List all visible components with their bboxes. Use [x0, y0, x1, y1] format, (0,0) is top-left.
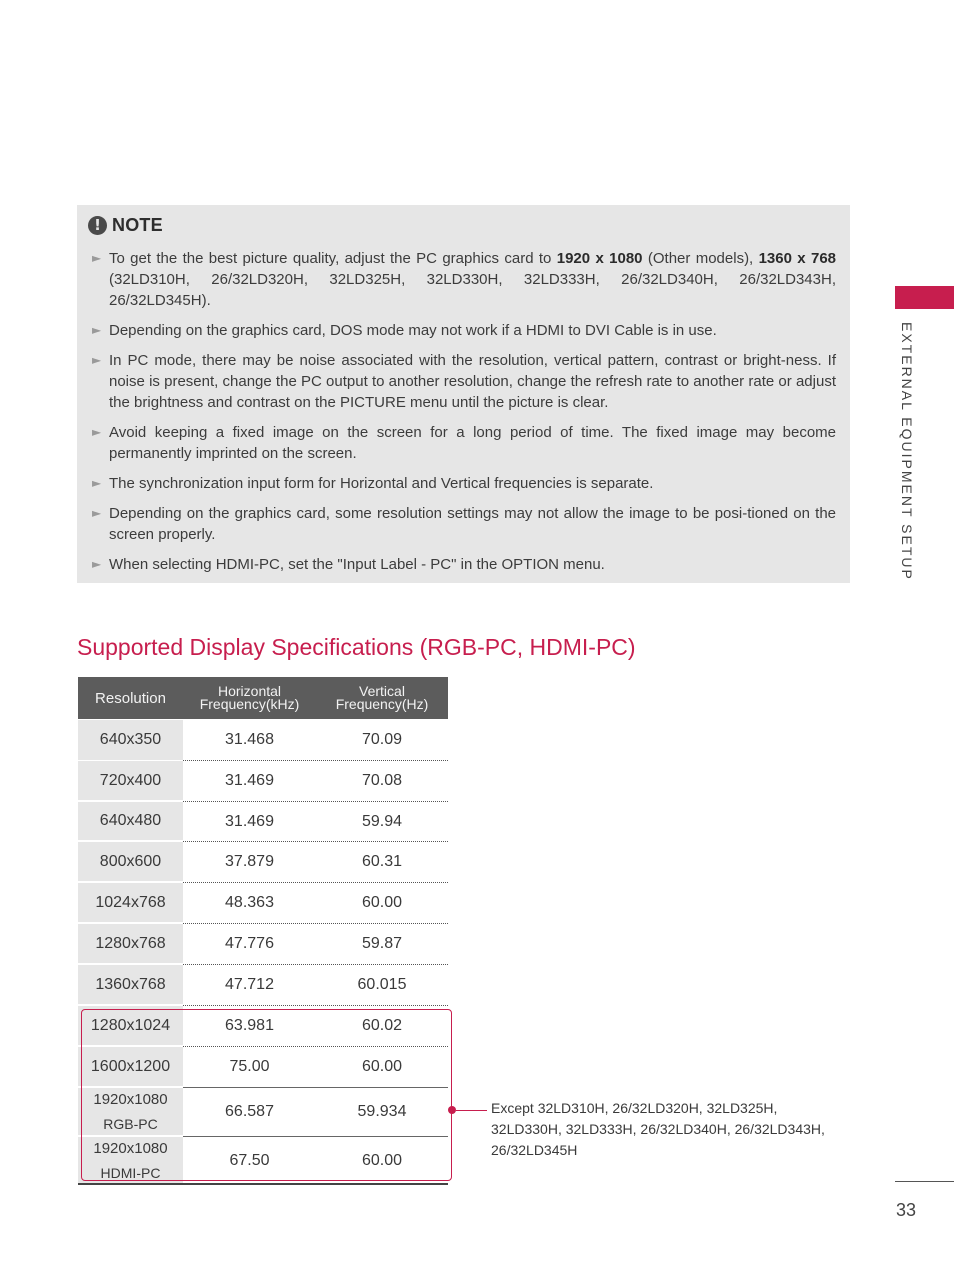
note-text: Depending on the graphics card, DOS mode may not work if a HDMI to DVI Cable is in use.	[109, 322, 717, 339]
triangle-bullet-icon: ►	[92, 251, 102, 265]
cell-horizontal: 47.712	[225, 976, 274, 993]
triangle-bullet-icon: ►	[92, 506, 102, 520]
highlight-bracket	[81, 1009, 452, 1181]
table-row	[78, 720, 448, 761]
note-text: (32LD310H, 26/32LD320H, 32LD325H, 32LD330H, 32LD333H, 26/32LD340H, 26/32LD343H, 26/32LD345H).	[109, 271, 836, 309]
note-text: To get the the best picture quality, adjust the PC graphics card to	[109, 250, 557, 267]
cell-vertical: 60.00	[361, 894, 403, 911]
cell-horizontal: 75.00	[229, 1058, 270, 1075]
triangle-bullet-icon: ►	[92, 323, 102, 337]
side-tab-label: EXTERNAL EQUIPMENT SETUP	[899, 322, 915, 581]
note-bold-resolution: 1360 x 768	[758, 250, 837, 267]
triangle-bullet-icon: ►	[92, 353, 102, 367]
note-item	[92, 422, 836, 464]
cell-resolution: 640x480	[78, 802, 183, 840]
cell-vertical: 60.02	[361, 1017, 403, 1034]
cell-horizontal: 66.587	[225, 1103, 274, 1120]
section-title: Supported Display Specifications (RGB-PC, HDMI-PC)	[77, 634, 636, 660]
resolution-input-type: RGB-PC	[103, 1115, 158, 1132]
table-header	[78, 677, 448, 719]
cell-horizontal: 47.776	[225, 935, 274, 952]
cell-vertical: 60.31	[361, 853, 403, 870]
except-models-note: Except 32LD310H, 26/32LD320H, 32LD325H, 32LD330H, 32LD333H, 26/32LD340H, 26/32LD343H, 26/32LD345H	[491, 1100, 825, 1158]
callout-line	[456, 1110, 487, 1111]
table-row	[78, 883, 448, 924]
page-number: 33	[896, 1200, 917, 1220]
cell-resolution: 1024x768	[78, 883, 183, 922]
resolution-input-type: HDMI-PC	[100, 1165, 161, 1181]
note-bold-resolution: 1920 x 1080	[556, 250, 643, 267]
note-item	[92, 320, 836, 341]
note-text: In PC mode, there may be noise associated with the resolution, vertical pattern, contrast or bright-ness. If noise is present, change the PC output to another resolution, change the refresh rate to another rate or adjust the brightness and contrast on the PICTURE menu until the picture is clear.	[109, 352, 836, 411]
note-text: The synchronization input form for Horizontal and Vertical frequencies is separate.	[109, 475, 654, 492]
cell-resolution: 1360x768	[78, 965, 183, 1004]
table-row	[78, 924, 448, 965]
note-item	[92, 554, 836, 575]
resolution-value: 1920x1080	[93, 1090, 168, 1108]
table-row	[78, 965, 448, 1006]
note-list	[92, 248, 836, 584]
header-vertical-frequency: Vertical Frequency(Hz)	[335, 683, 429, 712]
exclamation-icon: !	[88, 216, 107, 235]
cell-vertical: 59.94	[361, 813, 403, 830]
cell-horizontal: 31.469	[225, 772, 274, 789]
cell-resolution: 1280x1024	[78, 1006, 183, 1045]
note-text: (Other models),	[642, 250, 759, 267]
triangle-bullet-icon: ►	[92, 557, 102, 571]
cell-vertical: 60.00	[361, 1058, 403, 1075]
callout-dot	[448, 1106, 456, 1114]
header-horizontal-frequency: Horizontal Frequency(kHz)	[199, 683, 300, 712]
note-item	[92, 473, 836, 494]
note-item	[92, 350, 836, 413]
cell-vertical: 60.00	[361, 1152, 403, 1169]
cell-resolution: 640x350	[78, 720, 183, 760]
resolution-value: 1920x1080	[93, 1140, 168, 1157]
note-text: Depending on the graphics card, some resolution settings may not allow the image to be posi-tioned on the screen properly.	[109, 505, 836, 543]
note-item	[92, 503, 836, 545]
table-row	[78, 761, 448, 802]
note-item	[92, 248, 836, 311]
cell-horizontal: 67.50	[229, 1152, 270, 1169]
cell-resolution: 1280x768	[78, 924, 183, 963]
cell-horizontal: 31.469	[225, 813, 274, 830]
table-row	[78, 802, 448, 842]
cell-resolution: 800x600	[78, 842, 183, 881]
cell-resolution: 1600x1200	[78, 1047, 183, 1086]
cell-vertical: 59.934	[357, 1103, 407, 1120]
cell-vertical: 59.87	[361, 935, 403, 952]
note-header	[88, 212, 163, 238]
cell-horizontal: 37.879	[225, 853, 274, 870]
table-row	[78, 842, 448, 883]
note-text: When selecting HDMI-PC, set the "Input Label - PC" in the OPTION menu.	[109, 556, 605, 573]
triangle-bullet-icon: ►	[92, 425, 102, 439]
cell-horizontal: 63.981	[225, 1017, 274, 1034]
page-number-rule	[895, 1181, 954, 1182]
table-bottom-rule	[78, 1183, 448, 1185]
cell-vertical: 70.08	[361, 772, 403, 789]
cell-horizontal: 31.468	[225, 731, 274, 748]
triangle-bullet-icon: ►	[92, 476, 102, 490]
header-resolution: Resolution	[95, 689, 166, 707]
side-tab-marker	[895, 286, 954, 309]
cell-vertical: 70.09	[361, 731, 403, 748]
note-title: NOTE	[112, 214, 163, 235]
note-text: Avoid keeping a fixed image on the screen for a long period of time. The fixed image may become permanently imprinted on the screen.	[109, 424, 836, 462]
cell-vertical: 60.015	[357, 976, 407, 993]
cell-horizontal: 48.363	[225, 894, 274, 911]
cell-resolution: 720x400	[78, 761, 183, 800]
